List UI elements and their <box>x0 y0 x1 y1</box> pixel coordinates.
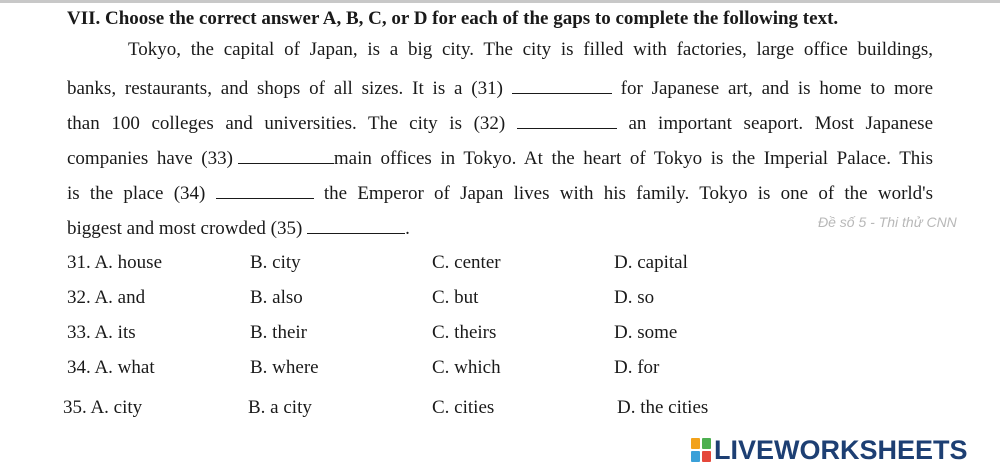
q32-option-d[interactable]: D. so <box>614 287 655 308</box>
logo-tile <box>702 451 711 462</box>
q35-option-a[interactable]: 35. A. city <box>63 397 143 418</box>
gap-33[interactable] <box>238 146 334 164</box>
top-rule <box>0 0 1000 3</box>
passage-line-1 <box>128 38 933 62</box>
liveworksheets-logo-icon <box>691 438 711 462</box>
passage-line-4 <box>67 146 933 170</box>
q33-option-b[interactable]: B. their <box>250 322 307 343</box>
q33-option-c[interactable]: C. theirs <box>432 322 497 343</box>
gap-32[interactable] <box>517 111 617 129</box>
passage-text: the Emperor of Japan lives with his family. Tokyo is one of the world's <box>323 183 933 204</box>
q34-option-b[interactable]: B. where <box>250 357 319 378</box>
passage-line-2 <box>67 76 933 100</box>
q33-option-d[interactable]: D. some <box>614 322 678 343</box>
passage-text: banks, restaurants, and shops of all sizes. It is a (31) <box>67 78 503 99</box>
passage-line-5 <box>67 181 933 205</box>
q34-option-a[interactable]: 34. A. what <box>67 357 155 378</box>
q31-option-c[interactable]: C. center <box>432 252 501 273</box>
exercise-heading: VII. Choose the correct answer A, B, C, or D for each of the gaps to complete the following text. <box>67 8 839 29</box>
q31-option-d[interactable]: D. capital <box>614 252 688 273</box>
q33-option-a[interactable]: 33. A. its <box>67 322 136 343</box>
passage-text: is the place (34) <box>67 183 206 204</box>
logo-tile <box>702 438 711 449</box>
q34-option-d[interactable]: D. for <box>614 357 660 378</box>
liveworksheets-logo-text: LIVEWORKSHEETS <box>714 434 968 465</box>
gap-34[interactable] <box>216 181 314 199</box>
passage-text: . <box>405 218 410 239</box>
q31-option-b[interactable]: B. city <box>250 252 301 273</box>
gap-35[interactable] <box>307 216 405 234</box>
q31-option-a[interactable]: 31. A. house <box>67 252 162 273</box>
passage-line-6 <box>67 216 933 240</box>
passage-text: biggest and most crowded (35) <box>67 218 303 239</box>
gap-31[interactable] <box>512 76 612 94</box>
q32-option-b[interactable]: B. also <box>250 287 303 308</box>
passage-text: Tokyo, the capital of Japan, is a big city. The city is filled with factories, large office buildings, <box>128 39 933 60</box>
passage-line-3 <box>67 111 933 135</box>
logo-tile <box>691 438 700 449</box>
q32-option-a[interactable]: 32. A. and <box>67 287 146 308</box>
q34-option-c[interactable]: C. which <box>432 357 501 378</box>
passage-text: an important seaport. Most Japanese <box>628 113 934 134</box>
watermark: Đề số 5 - Thi thử CNN <box>818 214 957 230</box>
passage-text: than 100 colleges and universities. The city is (32) <box>67 113 506 134</box>
passage-text: companies have (33) <box>67 148 233 169</box>
passage-text: for Japanese art, and is home to more <box>620 78 933 99</box>
q35-option-c[interactable]: C. cities <box>432 397 495 418</box>
passage-text: main offices in Tokyo. At the heart of Tokyo is the Imperial Palace. This <box>333 148 933 169</box>
q35-option-d[interactable]: D. the cities <box>617 397 709 418</box>
q32-option-c[interactable]: C. but <box>432 287 479 308</box>
q35-option-b[interactable]: B. a city <box>248 397 312 418</box>
liveworksheets-logo <box>691 434 968 466</box>
logo-tile <box>691 451 700 462</box>
